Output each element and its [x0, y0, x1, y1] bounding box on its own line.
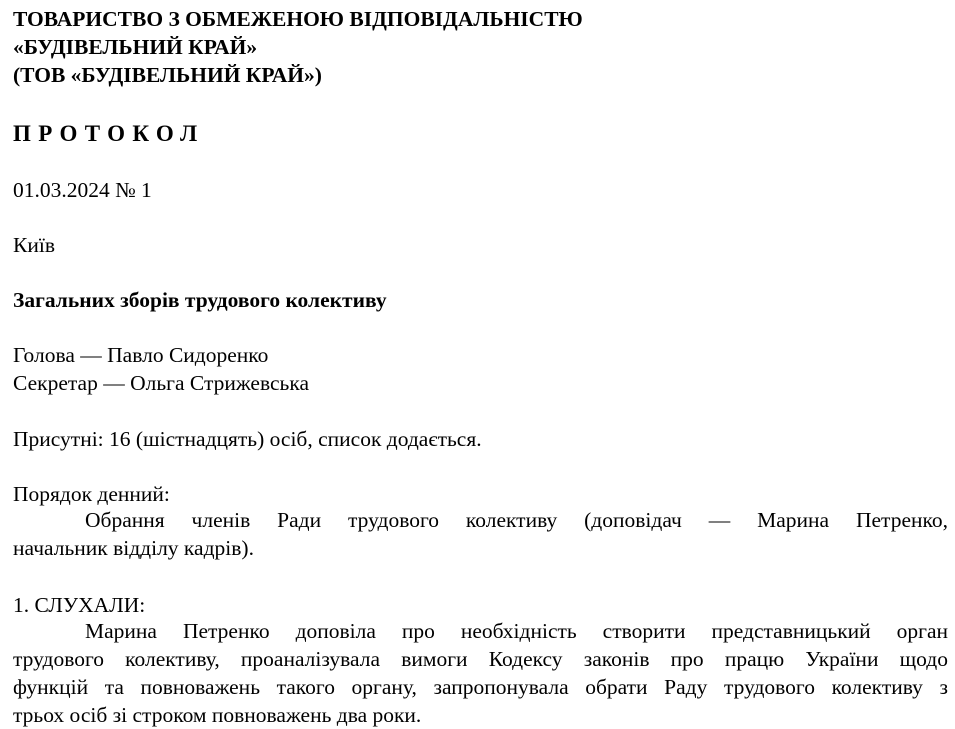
document-city: Київ	[13, 233, 55, 257]
document-title: ПРОТОКОЛ	[13, 121, 205, 146]
organization-name-line2: «БУДІВЕЛЬНИЙ КРАЙ»	[13, 35, 258, 59]
organization-name-line1: ТОВАРИСТВО З ОБМЕЖЕНОЮ ВІДПОВІДАЛЬНІСТЮ	[13, 7, 583, 31]
document-subtitle: Загальних зборів трудового колективу	[13, 288, 387, 312]
section1-heading: 1. СЛУХАЛИ:	[13, 593, 146, 617]
agenda-heading: Порядок денний:	[13, 482, 170, 506]
section1-body-line: Марина Петренко доповіла про необхідність створити представницький орган	[85, 619, 948, 643]
organization-short-name: (ТОВ «БУДІВЕЛЬНИЙ КРАЙ»)	[13, 63, 322, 87]
document-date-number: 01.03.2024 № 1	[13, 178, 152, 202]
section1-body	[13, 617, 948, 729]
section1-body-line: трудового колективу, проаналізувала вимоги Кодексу законів про працю України щодо	[13, 647, 948, 671]
secretary: Секретар — Ольга Стрижевська	[13, 371, 310, 395]
section1-body-line: трьох осіб зі строком повноважень два роки.	[13, 703, 422, 727]
section1-body-line: функцій та повноважень такого органу, запропонувала обрати Раду трудового колективу з	[13, 675, 948, 699]
agenda-item-line: начальник відділу кадрів).	[13, 536, 254, 560]
agenda-item-line: Обрання членів Ради трудового колективу (доповідач — Марина Петренко,	[85, 508, 948, 532]
chairperson: Голова — Павло Сидоренко	[13, 343, 269, 367]
agenda-item	[13, 506, 948, 562]
attendance: Присутні: 16 (шістнадцять) осіб, список додається.	[13, 427, 482, 451]
